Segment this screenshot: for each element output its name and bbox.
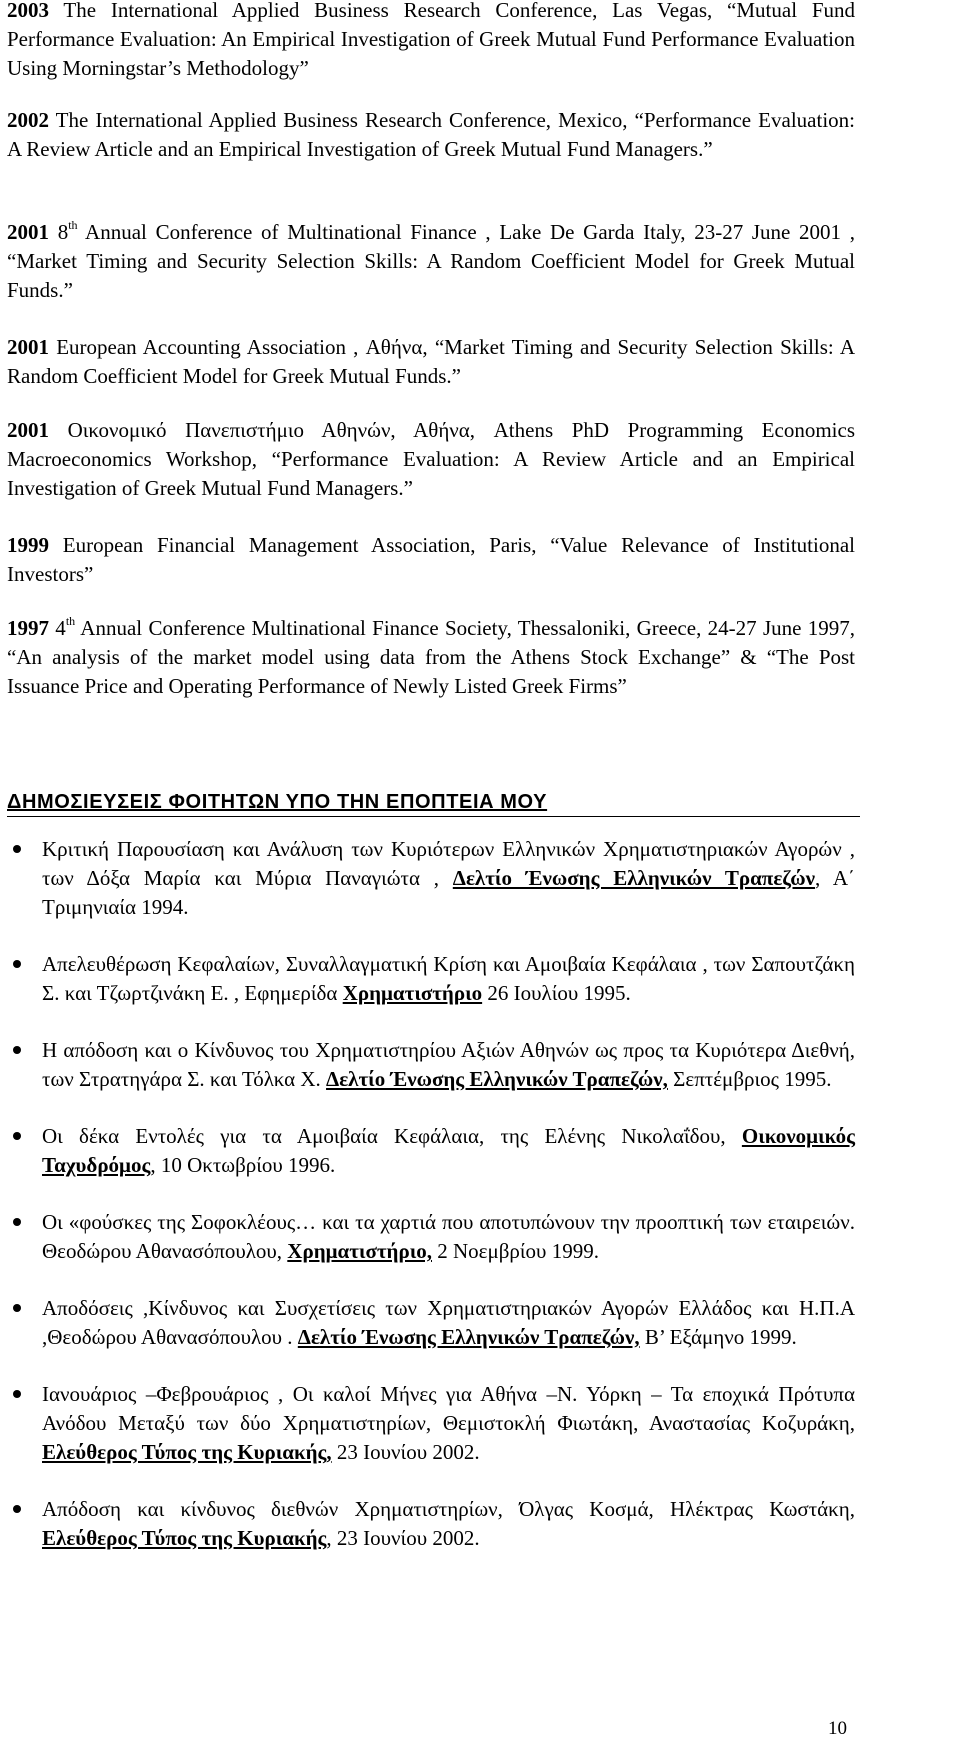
publication-date: Σεπτέμβριος 1995.	[667, 1067, 832, 1091]
bullet-icon	[13, 1046, 21, 1054]
publication-source: Χρηματιστήριο	[342, 981, 483, 1005]
publication-source: Οικονομικός Ταχυδρόμος	[42, 1124, 855, 1177]
publication-item	[7, 1380, 855, 1467]
publication-date: , 23 Ιουνίου 2002.	[326, 1526, 480, 1550]
publications-list	[7, 835, 855, 1581]
publication-date: Β’ Εξάμηνο 1999.	[639, 1325, 797, 1349]
publication-date: 26 Ιουλίου 1995.	[482, 981, 631, 1005]
conference-year: 2001	[7, 335, 49, 359]
bullet-icon	[13, 1132, 21, 1140]
bullet-icon	[13, 1304, 21, 1312]
publication-date: 2 Νοεμβρίου 1999.	[431, 1239, 599, 1263]
heading-divider	[7, 816, 860, 817]
conference-year: 2001	[7, 220, 49, 244]
conference-entry	[7, 106, 855, 164]
publication-text: Απόδοση και κίνδυνος διεθνών Χρηματιστηρίων, Όλγας Κοσμά, Ηλέκτρας Κωστάκη,	[42, 1497, 855, 1521]
publication-source: Δελτίο Ένωσης Ελληνικών Τραπεζών,	[297, 1325, 640, 1349]
bullet-icon	[13, 1505, 21, 1513]
publication-date: , 10 Οκτωβρίου 1996.	[150, 1153, 336, 1177]
publication-text: Απελευθέρωση Κεφαλαίων, Συναλλαγματική Κρίση και Αμοιβαία Κεφάλαια , των Σαπουτζάκη Σ. και Τζωρτζινάκη Ε. , Εφημερίδα	[42, 952, 855, 1005]
conference-text: Annual Conference Multinational Finance Society, Thessaloniki, Greece, 24-27 June 1997, “An analysis of the market model using data from the Athens Stock Exchange” & “The Post Issuance Price and Operating Performance of Newly Listed Greek Firms”	[7, 616, 855, 698]
ordinal-suffix: th	[65, 614, 76, 628]
section-heading: ΔΗΜΟΣΙΕΥΣΕΙΣ ΦΟΙΤΗΤΩΝ ΥΠΟ ΤΗΝ ΕΠΟΠΤΕΙΑ ΜΟΥ	[7, 791, 548, 813]
bullet-icon	[13, 845, 21, 853]
publication-item	[7, 1122, 855, 1180]
conference-year: 1997	[7, 616, 49, 640]
conference-entry	[7, 614, 855, 701]
conference-text: The International Applied Business Research Conference, Las Vegas, “Mutual Fund Performance Evaluation: An Empirical Investigation of Greek Mutual Fund Performance Evaluation Using Morningstar’s Methodology”	[7, 0, 855, 80]
conference-text: The International Applied Business Research Conference, Mexico, “Performance Evaluation: A Review Article and an Empirical Investigation of Greek Mutual Fund Managers.”	[7, 108, 855, 161]
publication-item	[7, 1208, 855, 1266]
publication-date: 23 Ιουνίου 2002.	[331, 1440, 480, 1464]
publication-item	[7, 1294, 855, 1352]
publication-source: Ελεύθερος Τύπος της Κυριακής,	[42, 1440, 332, 1464]
publication-item	[7, 1036, 855, 1094]
publication-item	[7, 1495, 855, 1553]
conference-ordinal: 4	[49, 616, 66, 640]
publication-date: , Α΄ Τριμηνιαία 1994.	[42, 866, 856, 919]
conference-year: 2002	[7, 108, 49, 132]
publication-text: Η απόδοση και ο Κίνδυνος του Χρηματιστηρίου Αξιών Αθηνών ως προς τα Κυριότερα Διεθνή, των Στρατηγάρα Σ. και Τόλκα Χ.	[42, 1038, 855, 1091]
publication-item	[7, 835, 855, 922]
page-number: 10	[828, 1718, 847, 1739]
conference-entry	[7, 0, 855, 83]
conference-year: 2003	[7, 0, 49, 22]
conference-text: European Financial Management Association, Paris, “Value Relevance of Institutional Investors”	[7, 533, 855, 586]
publication-text: Κριτική Παρουσίαση και Ανάλυση των Κυριότερων Ελληνικών Χρηματιστηριακών Αγορών , των Δόξα Μαρία και Μύρια Παναγιώτα ,	[42, 837, 855, 890]
conference-entry	[7, 531, 855, 589]
conference-ordinal: 8	[49, 220, 69, 244]
ordinal-suffix: th	[68, 218, 78, 232]
conference-text: Οικονομικό Πανεπιστήμιο Αθηνών, Αθήνα, Athens PhD Programming Economics Macroeconomics Workshop, “Performance Evaluation: A Review Article and an Empirical Investigation of Greek Mutual Fund Managers.”	[7, 418, 855, 500]
bullet-icon	[13, 960, 21, 968]
publication-source: Ελεύθερος Τύπος της Κυριακής	[42, 1526, 327, 1550]
publication-text: Οι «φούσκες της Σοφοκλέους… και τα χαρτιά που αποτυπώνουν την προοπτική των εταιρειών. Θεοδώρου Αθανασόπουλου,	[42, 1210, 855, 1263]
conference-text: Annual Conference of Multinational Finance , Lake De Garda Italy, 23-27 June 2001 , “Market Timing and Security Selection Skills: A Random Coefficient Model for Greek Mutual Funds.”	[7, 220, 855, 302]
conference-year: 2001	[7, 418, 49, 442]
publication-text: Οι δέκα Εντολές για τα Αμοιβαία Κεφάλαια, της Ελένης Νικολαΐδου,	[42, 1124, 742, 1148]
conference-entry	[7, 333, 855, 391]
publication-source: Χρηματιστήριο,	[287, 1239, 432, 1263]
conference-year: 1999	[7, 533, 49, 557]
conference-entry	[7, 416, 855, 503]
conference-text: European Accounting Association , Αθήνα, “Market Timing and Security Selection Skills: A Random Coefficient Model for Greek Mutual Funds.”	[7, 335, 855, 388]
bullet-icon	[13, 1390, 21, 1398]
publication-item	[7, 950, 855, 1008]
publication-text: Αποδόσεις ,Κίνδυνος και Συσχετίσεις των Χρηματιστηριακών Αγορών Ελλάδος και Η.Π.Α ,Θεοδώρου Αθανασόπουλου .	[42, 1296, 855, 1349]
bullet-icon	[13, 1218, 21, 1226]
conference-entry	[7, 218, 855, 305]
publication-source: Δελτίο Ένωσης Ελληνικών Τραπεζών,	[326, 1067, 668, 1091]
publication-text: Ιανουάριος –Φεβρουάριος , Οι καλοί Μήνες για Αθήνα –Ν. Υόρκη – Τα εποχικά Πρότυπα Ανόδου Μεταξύ των δύο Χρηματιστηρίων, Θεμιστοκλή Φιωτάκη, Αναστασίας Κοζυράκη,	[42, 1382, 855, 1435]
publication-source: Δελτίο Ένωσης Ελληνικών Τραπεζών	[452, 866, 815, 890]
